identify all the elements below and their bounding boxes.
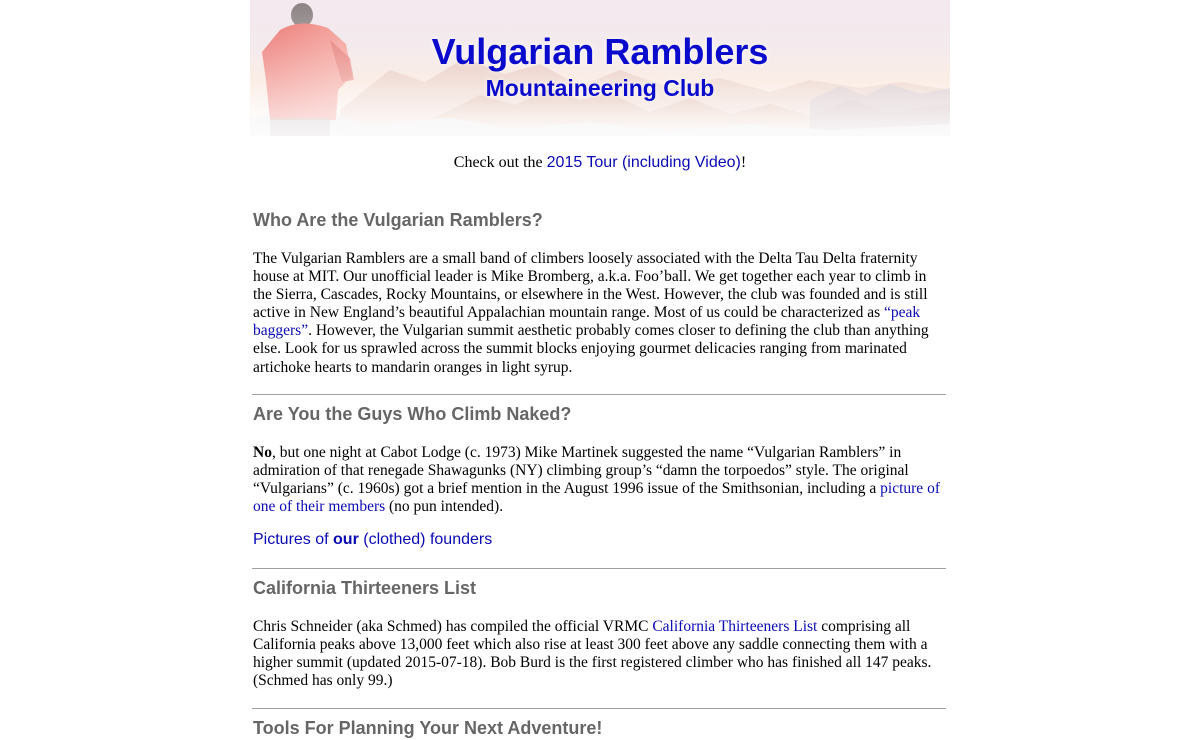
section-divider bbox=[252, 568, 946, 569]
naked-text-1: , but one night at Cabot Lodge (c. 1973) Mike Martinek suggested the name “Vulgarian Ramblers” in admiration of that renegade Shawagunks (NY) climbing group’s “damn the torpoedos” style. The original “Vulgarians” (c. 1960s) got a brief mention in the August 1996 issue of the Smithsonian, including a bbox=[253, 444, 909, 498]
california-thirteeners-link[interactable]: California Thirteeners List bbox=[652, 618, 818, 635]
who-text-2: . However, the Vulgarian summit aesthetic probably comes closer to defining the club than anything else. Look for us sprawled across the summit blocks enjoying gourmet delicacies ranging from marinated artichoke hearts to mandarin oranges in light syrup. bbox=[253, 322, 929, 376]
header-banner bbox=[250, 0, 950, 136]
thirteeners-heading: California Thirteeners List bbox=[253, 578, 477, 598]
thirteeners-text-2: comprising all California peaks above 13,000 feet which also rise at least 300 feet above any saddle connecting them with a higher summit (updated 2015-07-18). Bob Burd is the first registered climber who has finished all 147 peaks. (Schmed has only 99.) bbox=[253, 618, 932, 690]
site-title: Vulgarian Ramblers bbox=[431, 31, 769, 72]
thirteeners-text-1: Chris Schneider (aka Schmed) has compiled the official VRMC bbox=[253, 618, 653, 635]
vulgarian-member-picture-link[interactable]: picture of one of their members bbox=[253, 480, 940, 516]
announcement-suffix: ! bbox=[740, 154, 747, 171]
founders-pictures-link[interactable] bbox=[253, 530, 492, 550]
climb-naked-paragraph bbox=[253, 444, 947, 516]
peak-baggers-link[interactable]: “peak baggers” bbox=[253, 304, 921, 340]
who-are-paragraph bbox=[253, 250, 947, 377]
founders-post: (clothed) founders bbox=[358, 531, 493, 548]
tour-announcement bbox=[0, 153, 1200, 173]
section-divider bbox=[252, 394, 946, 395]
who-are-heading: Who Are the Vulgarian Ramblers? bbox=[253, 210, 543, 230]
tools-heading: Tools For Planning Your Next Adventure! bbox=[253, 718, 603, 738]
thirteeners-paragraph bbox=[253, 618, 947, 690]
climb-naked-heading: Are You the Guys Who Climb Naked? bbox=[253, 404, 572, 424]
founders-bold: our bbox=[333, 531, 359, 548]
section-divider bbox=[252, 708, 946, 709]
naked-text-2: (no pun intended). bbox=[385, 498, 504, 516]
founders-pre: Pictures of bbox=[253, 531, 334, 548]
no-bold: No bbox=[253, 444, 272, 461]
site-subtitle: Mountaineering Club bbox=[485, 75, 715, 101]
who-text-1: The Vulgarian Ramblers are a small band of climbers loosely associated with the Delta Tau Delta fraternity house at MIT. Our unofficial leader is Mike Bromberg, a.k.a. Foo’ball. We get together each year to climb in the Sierra, Cascades, Rocky Mountains, or elsewhere in the West. However, the club was founded and is still active in New England’s beautiful Appalachian mountain range. Most of us could be characterized as bbox=[253, 250, 928, 322]
tour-2015-link[interactable]: 2015 Tour (including Video) bbox=[546, 154, 741, 171]
announcement-prefix: Check out the bbox=[453, 154, 547, 171]
